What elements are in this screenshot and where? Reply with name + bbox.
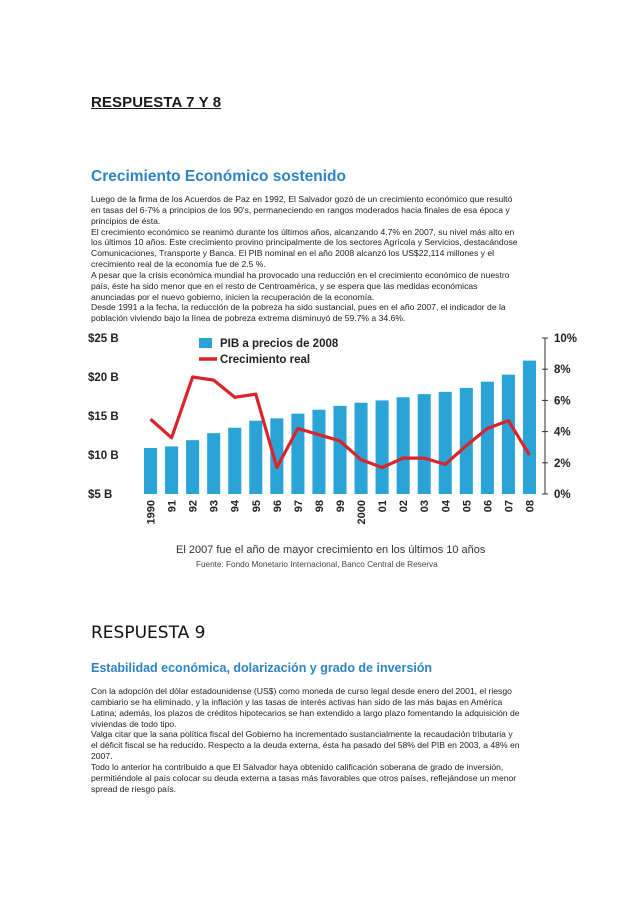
section-title-crecimiento: Crecimiento Económico sostenido	[91, 168, 346, 185]
heading-respuesta-9: RESPUESTA 9	[91, 623, 206, 643]
x-axis-tick-label: 99	[335, 500, 347, 513]
right-axis-tick-label: 2%	[554, 457, 571, 470]
x-axis-tick-label: 07	[503, 500, 516, 513]
left-axis-tick-label: $10 B	[88, 450, 119, 462]
x-axis-tick-label: 91	[166, 500, 179, 513]
section-body-estabilidad	[91, 686, 561, 794]
estabilidad-text-line: el déficit fiscal se ha reducido. Respecto a la deuda externa, ésta ha pasado del 58% del PIB en 2003, a 48% en	[91, 740, 520, 751]
x-axis-tick-label: 97	[292, 500, 305, 513]
right-axis-tick-label: 6%	[554, 395, 571, 408]
estabilidad-text-line: viviendas de todo tipo.	[91, 718, 177, 729]
estabilidad-text-line: Latina; además, los plazos de créditos hipotecarios se han extendido a largo plazo fomentando la adquisición de	[91, 707, 520, 718]
crecimiento-text-line: Desde 1991 a la fecha, la reducción de la pobreza ha sido sustancial, pues en el año 2007, el indicador de la	[91, 302, 506, 313]
estabilidad-text-line: Todo lo anterior ha contribuido a que El Salvador haya obtenido calificación soberana de grado de inversión,	[91, 761, 504, 772]
estabilidad-text-line: Con la adopción del dólar estadounidense (US$) como moneda de curso legal desde enero del 2001, el riesgo	[91, 686, 512, 696]
x-axis-tick-label: 2000	[356, 500, 369, 525]
left-axis-tick-label: $20 B	[88, 372, 119, 384]
x-axis-tick-label: 06	[482, 500, 495, 513]
crecimiento-text-line: principios de ésta.	[91, 215, 161, 226]
section-title-estabilidad: Estabilidad económica, dolarización y grado de inversión	[91, 661, 433, 675]
legend-label-pib: PIB a precios de 2008	[220, 338, 339, 350]
estabilidad-text-line: Valga citar que la sana política fiscal del Gobierno ha incrementado sustancialmente la recaudación tributaria y	[91, 729, 513, 740]
right-axis-tick-label: 10%	[554, 333, 578, 345]
x-axis-tick-label: 08	[524, 500, 537, 513]
chart-source: Fuente: Fondo Monetario Internacional, Banco Central de Reserva	[196, 560, 438, 569]
estabilidad-text-line: cambiario se ha eliminado, y la inflación y las tasas de interés activas han sido de las más bajas en América	[91, 696, 503, 707]
x-axis-tick-label: 04	[440, 500, 453, 513]
pib-bar	[291, 414, 304, 494]
right-axis-tick-label: 0%	[554, 489, 571, 501]
legend-swatch-bar	[199, 338, 212, 348]
pib-bar	[523, 361, 536, 494]
crecimiento-text-line: los últimos 10 años. Este crecimiento provino principalmente de los sectores Agrícola y Servicios, destacándose	[91, 237, 518, 248]
right-axis-tick-label: 4%	[554, 426, 571, 439]
left-axis-tick-label: $5 B	[88, 489, 113, 501]
x-axis-tick-label: 95	[250, 500, 263, 513]
pib-bar	[481, 382, 494, 494]
pib-bar	[502, 375, 515, 494]
right-axis-tick-label: 8%	[554, 364, 571, 377]
x-axis-tick-label: 1990	[145, 500, 158, 525]
x-axis-tick-label: 98	[313, 500, 326, 513]
pib-bar	[333, 406, 346, 494]
pib-bar	[312, 410, 325, 494]
pib-bar	[228, 428, 241, 494]
left-axis-tick-label: $25 B	[88, 333, 119, 345]
heading-respuesta-7-8: RESPUESTA 7 Y 8	[91, 94, 222, 111]
x-axis-tick-label: 01	[377, 500, 390, 513]
crecimiento-text-line: A pesar que la crisis económica mundial ha provocado una reducción en el crecimiento económico de nuestro	[91, 269, 510, 280]
pib-bar	[144, 448, 157, 494]
pib-bar	[186, 440, 199, 494]
crecimiento-text-line: Comunicaciones, Transporte y Banca. El PIB nominal en el año 2008 alcanzó los US$22,114 millones y el	[91, 248, 495, 259]
x-axis-tick-label: 92	[187, 500, 200, 513]
pib-bar	[397, 397, 410, 494]
legend-label-crecimiento: Crecimiento real	[220, 354, 311, 366]
section-body-crecimiento	[91, 194, 561, 324]
pib-bar	[418, 394, 431, 494]
pib-bar	[355, 403, 368, 494]
pib-bar	[249, 421, 262, 494]
estabilidad-text-line: permitiéndole al país colocar su deuda externa a tasas más favorables que otros países, reflejándose un menor	[91, 772, 517, 783]
pib-bar	[376, 400, 389, 494]
crecimiento-text-line: crecimiento real de la economía fue de 2.5 %.	[91, 259, 266, 270]
x-axis-tick-label: 93	[208, 500, 221, 513]
crecimiento-text-line: en tasas del 6-7% a principios de los 90's, permaneciendo en rangos moderados hacia finales de esa época y	[91, 204, 510, 215]
chart-caption: El 2007 fue el año de mayor crecimiento en los últimos 10 años	[176, 544, 486, 556]
pib-bar	[439, 392, 452, 494]
estabilidad-text-line: 2007.	[91, 751, 113, 762]
x-axis-tick-label: 03	[419, 500, 432, 513]
crecimiento-text-line: Luego de la firma de los Acuerdos de Paz en 1992, El Salvador gozó de un crecimiento económico que resultó	[91, 194, 513, 204]
x-axis-tick-label: 94	[229, 500, 242, 513]
estabilidad-text-line: spread de riesgo país.	[91, 783, 177, 794]
gdp-growth-chart	[88, 328, 578, 576]
crecimiento-text-line: país, éste ha sido menor que en el resto de Centroamérica, y se espera que las medidas económicas	[91, 280, 478, 291]
pib-bar	[207, 433, 220, 494]
x-axis-tick-label: 02	[398, 500, 411, 513]
pib-bar	[165, 446, 178, 494]
left-axis-tick-label: $15 B	[88, 411, 119, 423]
x-axis-tick-label: 96	[271, 500, 284, 513]
crecimiento-text-line: El crecimiento económico se reanimó durante los últimos años, alcanzando 4.7% en 2007, su nivel más alto en	[91, 226, 515, 237]
x-axis-tick-label: 05	[461, 500, 474, 513]
crecimiento-text-line: población viviendo bajo la línea de pobreza extrema disminuyó de 59.7% a 34.6%.	[91, 313, 406, 324]
crecimiento-text-line: anunciadas por el nuevo gobierno, inicien la recuperación de la economía.	[91, 291, 375, 302]
